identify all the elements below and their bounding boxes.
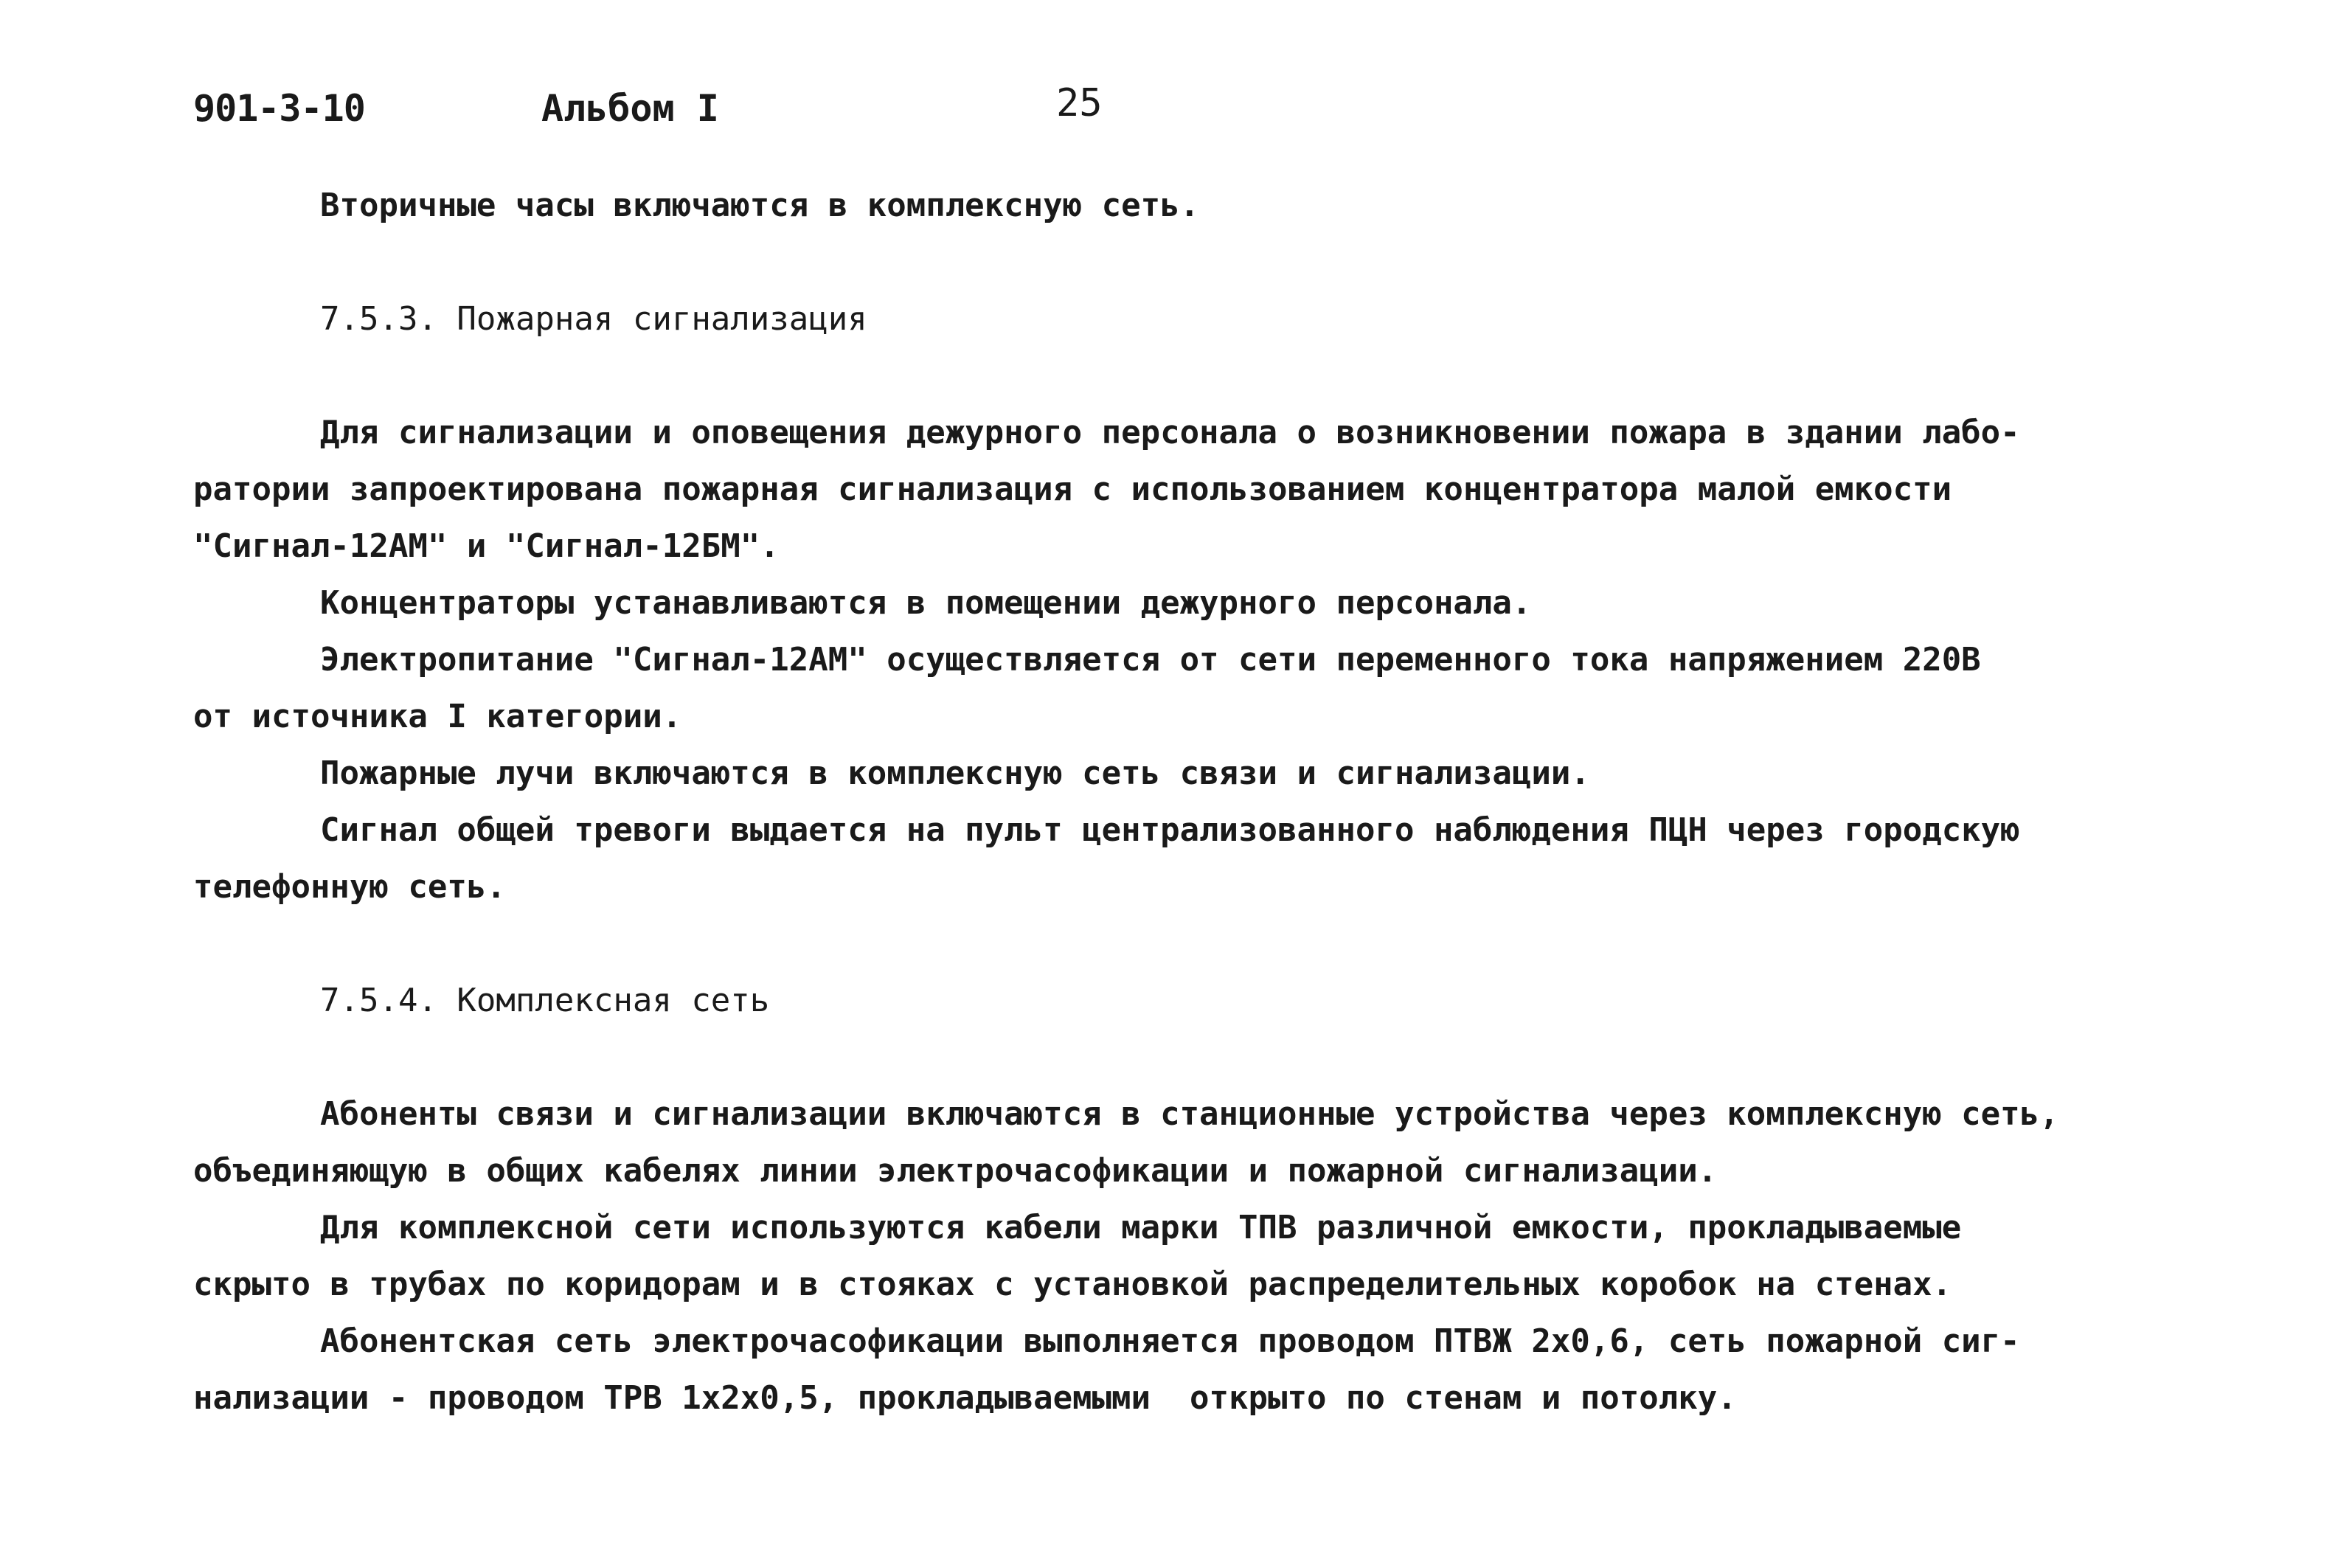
paragraph-line: Сигнал общей тревоги выдается на пульт централизованного наблюдения ПЦН через городскую: [320, 811, 2020, 849]
section-heading-7-5-3: 7.5.3. Пожарная сигнализация: [320, 300, 867, 338]
section-heading-7-5-4: 7.5.4. Комплексная сеть: [320, 982, 770, 1019]
paragraph-line: телефонную сеть.: [193, 868, 506, 906]
page-header: [193, 81, 2159, 146]
paragraph-line: Вторичные часы включаются в комплексную сеть.: [320, 187, 1200, 224]
spacer: [193, 347, 2148, 404]
paragraph-line: ратории запроектирована пожарная сигнализация с использованием концентратора малой емкости: [193, 471, 1952, 508]
paragraph-line: Для комплексной сети используются кабели марки ТПВ различной емкости, прокладываемые: [320, 1209, 1962, 1246]
spacer: [193, 234, 2148, 291]
spacer: [193, 915, 2148, 972]
paragraph-line: "Сигнал-12АМ" и "Сигнал-12БМ".: [193, 527, 780, 565]
page-number: 25: [1056, 81, 1103, 125]
paragraph-line: Абоненты связи и сигнализации включаются в станционные устройства через комплексную сеть,: [320, 1095, 2059, 1133]
paragraph-line: Пожарные лучи включаются в комплексную сеть связи и сигнализации.: [320, 754, 1590, 792]
paragraph-line: нализации - проводом ТРВ 1х2х0,5, прокладываемыми открыто по стенам и потолку.: [193, 1379, 1737, 1417]
paragraph-line: Концентраторы устанавливаются в помещении дежурного персонала.: [320, 584, 1532, 622]
paragraph-line: Электропитание "Сигнал-12АМ" осуществляется от сети переменного тока напряжением 220В: [320, 641, 1981, 679]
paragraph-line: Абонентская сеть электрочасофикации выполняется проводом ПТВЖ 2х0,6, сеть пожарной сиг-: [320, 1322, 2020, 1360]
spacer: [193, 1029, 2148, 1086]
paragraph-line: скрыто в трубах по коридорам и в стояках с установкой распределительных коробок на стенах.: [193, 1266, 1952, 1303]
album-label: Альбом I: [541, 87, 719, 130]
document-body: [193, 177, 2148, 1426]
paragraph-line: Для сигнализации и оповещения дежурного персонала о возникновении пожара в здании лабо-: [320, 414, 2020, 451]
paragraph-line: объединяющую в общих кабелях линии электрочасофикации и пожарной сигнализации.: [193, 1152, 1718, 1190]
document-code: 901-3-10: [193, 87, 365, 130]
paragraph-line: от источника I категории.: [193, 698, 682, 735]
